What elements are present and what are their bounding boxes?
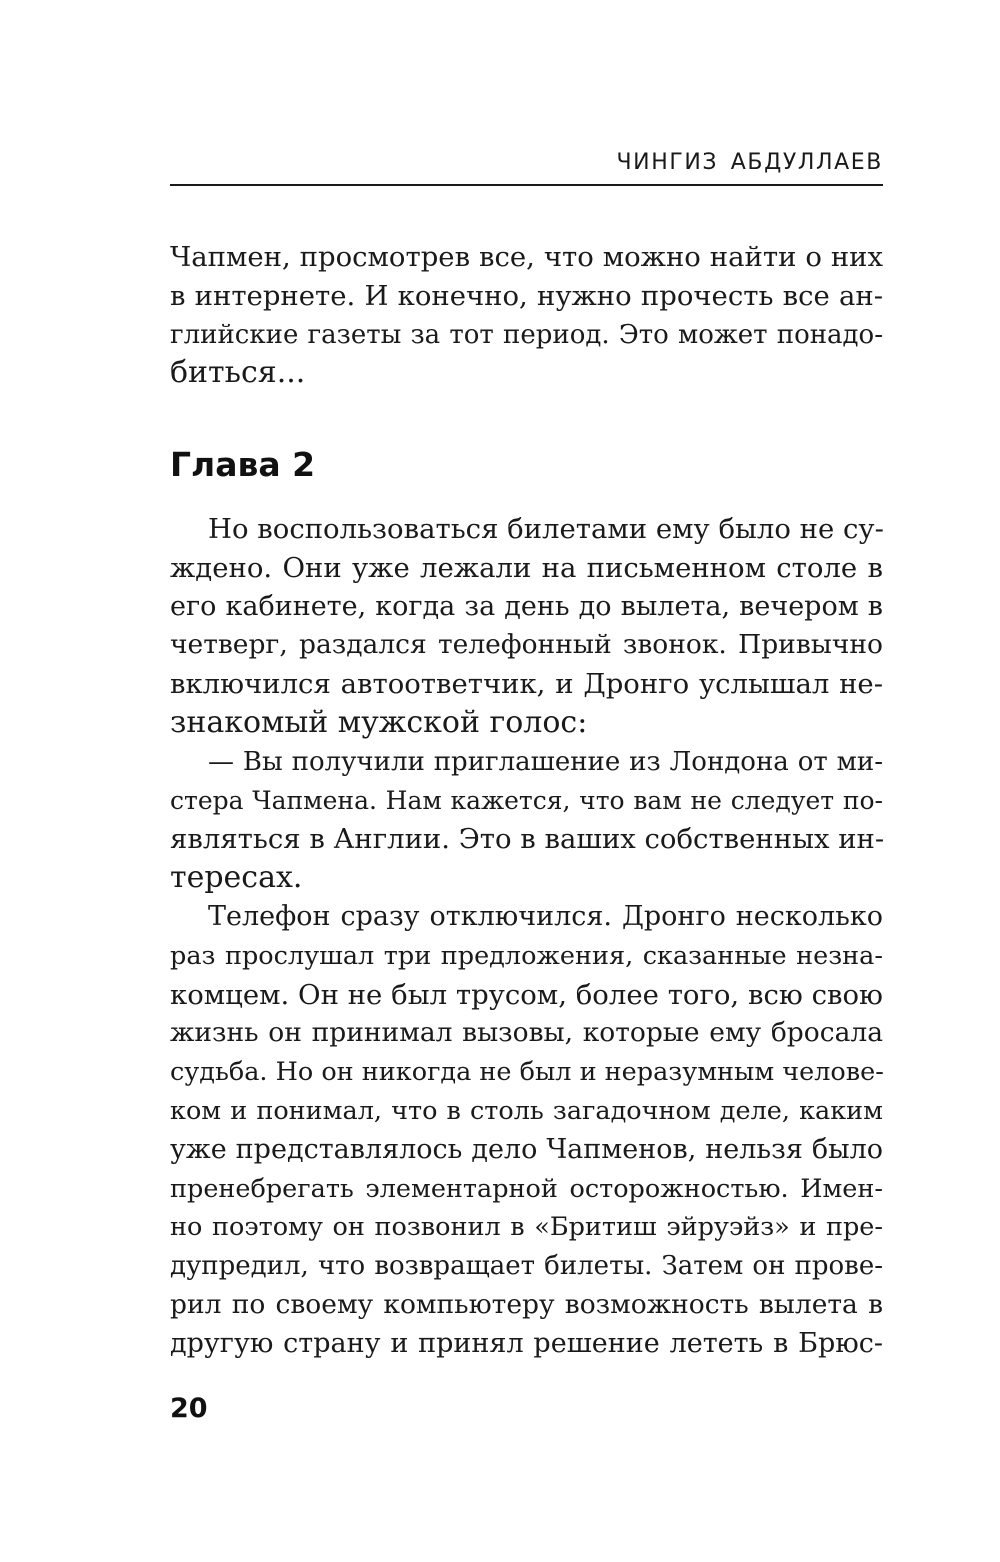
text-line: стера Чапмена. Нам кажется, что вам не следует по- bbox=[170, 785, 883, 815]
text-line: ком и понимал, что в столь загадочном деле, каким bbox=[170, 1095, 883, 1126]
text-line: дупредил, что возвращает билеты. Затем он прове- bbox=[170, 1251, 883, 1282]
header-rule bbox=[170, 184, 883, 186]
text-line: Чапмен, просмотрев все, что можно найти о них bbox=[170, 241, 883, 273]
text-line: его кабинете, когда за день до вылета, вечером в bbox=[170, 590, 883, 622]
text-line: Но воспользоваться билетами ему было не су- bbox=[208, 513, 884, 545]
text-line: знакомый мужской голос: bbox=[170, 704, 588, 740]
text-line: судьба. Но он никогда не был и неразумным челове- bbox=[170, 1057, 884, 1088]
text-line: ждено. Они уже лежали на письменном столе в bbox=[170, 551, 883, 584]
text-line: другую страну и принял решение лететь в Брюс- bbox=[170, 1327, 883, 1359]
text-line: жизнь он принимал вызовы, которые ему бросала bbox=[170, 1017, 883, 1049]
page-number: 20 bbox=[170, 1393, 208, 1424]
text-line: уже представлялось дело Чапменов, нельзя было bbox=[170, 1133, 883, 1165]
text-line: глийские газеты за тот период. Это может понадо- bbox=[170, 319, 883, 350]
text-line: пренебрегать элементарной осторожностью. Имен- bbox=[170, 1173, 883, 1204]
text-line: в интернете. И конечно, нужно прочесть все ан- bbox=[170, 279, 883, 312]
text-line: — Вы получили приглашение из Лондона от ми- bbox=[208, 746, 883, 777]
text-line: раз прослушал три предложения, сказанные незна- bbox=[170, 940, 883, 971]
text-line: рил по своему компьютеру возможность вылета в bbox=[170, 1288, 883, 1320]
text-line: но поэтому он позвонил в «Бритиш эйруэйз» и пре- bbox=[170, 1212, 883, 1243]
chapter-heading: Глава 2 bbox=[170, 445, 316, 484]
text-line: являться в Англии. Это в ваших собственных ин- bbox=[170, 823, 885, 856]
text-line: тересах. bbox=[170, 860, 303, 896]
intro-paragraph bbox=[170, 238, 883, 393]
running-head-author: ЧИНГИЗ АБДУЛЛАЕВ bbox=[616, 150, 883, 175]
text-line: биться... bbox=[170, 355, 306, 391]
text-line: Телефон сразу отключился. Дронго несколько bbox=[208, 900, 883, 932]
text-line: включился автоответчик, и Дронго услышал не- bbox=[170, 668, 883, 701]
chapter-body bbox=[170, 510, 883, 1364]
text-line: комцем. Он не был трусом, более того, всю свою bbox=[170, 978, 883, 1011]
text-line: четверг, раздался телефонный звонок. Привычно bbox=[170, 629, 883, 661]
